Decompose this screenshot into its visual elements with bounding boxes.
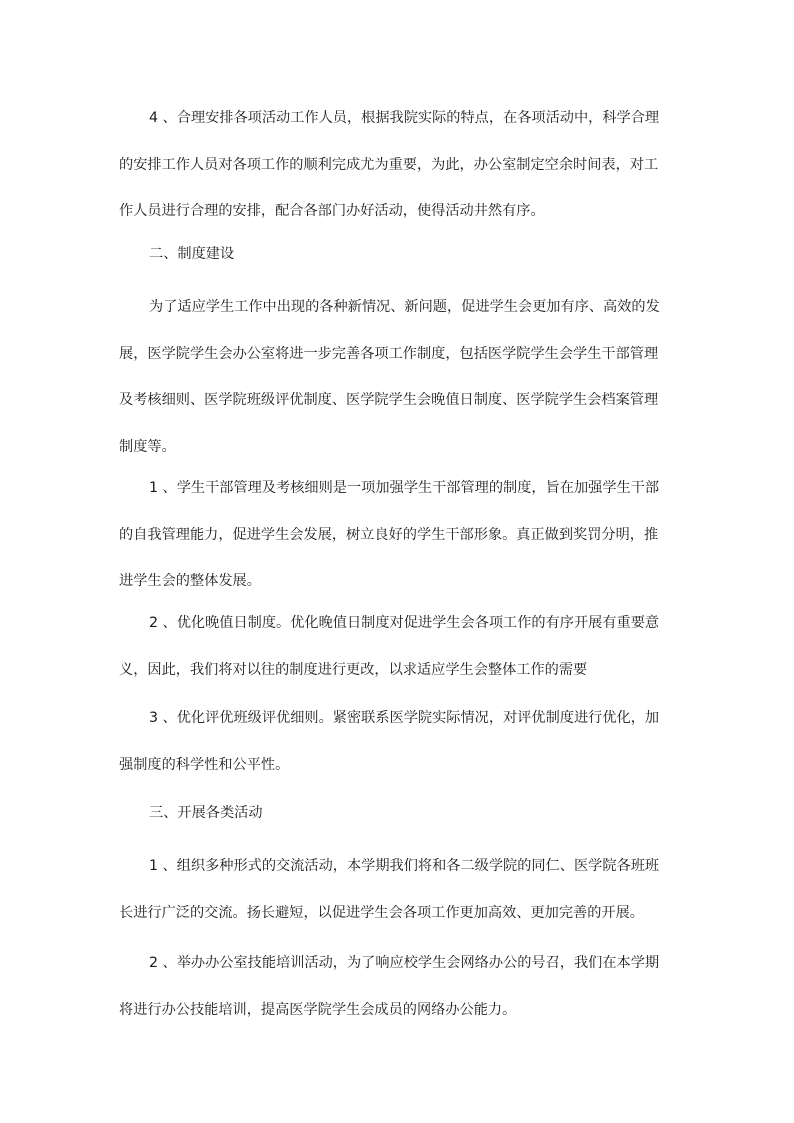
- text-line: 的安排工作人员对各项工作的顺利完成尤为重要，为此，办公室制定空余时间表，对工: [119, 156, 659, 173]
- text-line: 义，因此，我们将对以往的制度进行更改，以求适应学生会整体工作的需要: [119, 661, 588, 678]
- paragraph-activity-2: [119, 940, 681, 1033]
- section-heading-activities: [119, 790, 681, 837]
- text-line: 展，医学院学生会办公室将进一步完善各项工作制度，包括医学院学生会学生干部管理: [119, 345, 659, 362]
- text-line: 制度等。: [119, 438, 176, 455]
- paragraph-item-2: [119, 600, 681, 693]
- text-line: 长进行广泛的交流。扬长避短，以促进学生会各项工作更加高效、更加完善的开展。: [119, 904, 644, 921]
- text-line: 为了适应学生工作中出现的各种新情况、新问题，促进学生会更加有序、高效的发: [149, 299, 660, 315]
- section-heading-system-building: [119, 231, 681, 278]
- text-line: 4 、合理安排各项活动工作人员，根据我院实际的特点，在各项活动中，科学合理: [149, 110, 660, 126]
- paragraph-intro: [119, 284, 681, 470]
- paragraph-activity-1: [119, 843, 681, 936]
- text-line: 及考核细则、医学院班级评优制度、医学院学生会晚值日制度、医学院学生会档案管理: [119, 392, 659, 408]
- text-line: 强制度的科学性和公平性。: [119, 756, 290, 773]
- text-line: 1 、学生干部管理及考核细则是一项加强学生干部管理的制度，旨在加强学生干部: [149, 480, 660, 496]
- text-line: 3 、优化评优班级评优细则。紧密联系医学院实际情况，对评优制度进行优化，加: [149, 710, 660, 726]
- heading-text: 二、制度建设: [149, 246, 235, 262]
- text-line: 的自我管理能力，促进学生会发展，树立良好的学生干部形象。真正做到奖罚分明，推: [119, 526, 659, 543]
- text-line: 作人员进行合理的安排，配合各部门办好活动，使得活动井然有序。: [119, 203, 545, 219]
- text-line: 2 、举办办公室技能培训活动，为了响应校学生会网络办公的号召，我们在本学期: [149, 955, 660, 971]
- heading-text: 三、开展各类活动: [149, 805, 263, 821]
- text-line: 将进行办公技能培训，提高医学院学生会成员的网络办公能力。: [119, 1001, 517, 1018]
- text-line: 进学生会的整体发展。: [119, 573, 261, 589]
- text-line: 1 、组织多种形式的交流活动，本学期我们将和各二级学院的同仁、医学院各班班: [149, 858, 660, 874]
- paragraph-item-3: [119, 695, 681, 788]
- paragraph-item-4: [119, 95, 681, 235]
- text-line: 2 、优化晚值日制度。优化晚值日制度对促进学生会各项工作的有序开展有重要意: [149, 615, 660, 631]
- paragraph-item-1: [119, 465, 681, 605]
